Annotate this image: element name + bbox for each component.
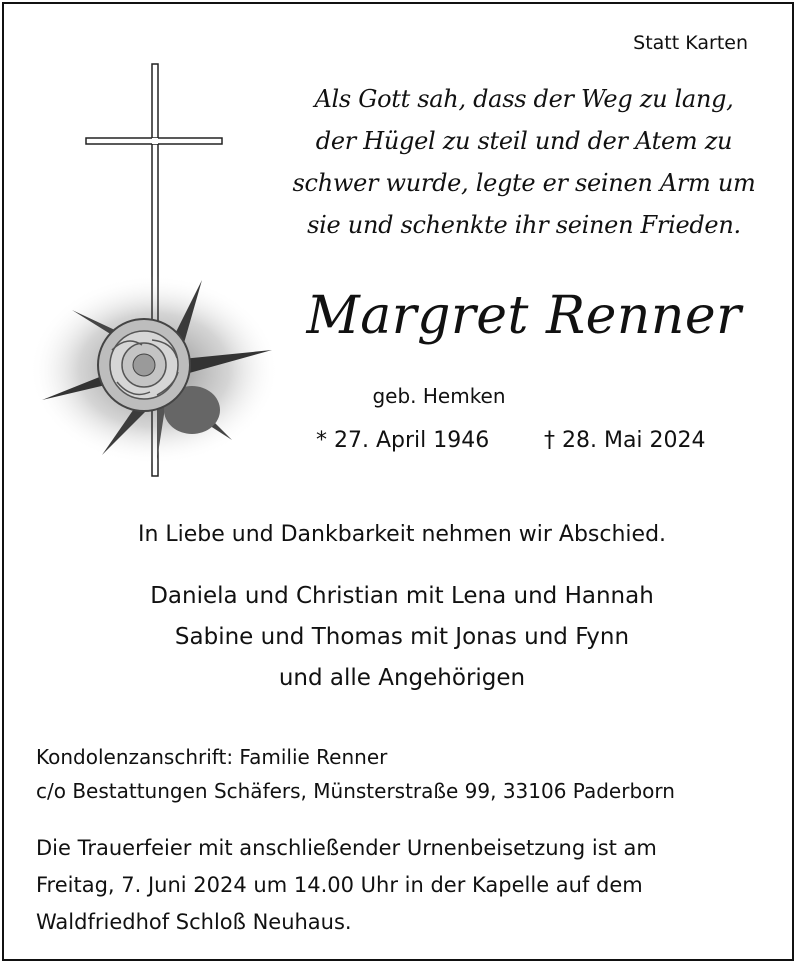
family-line: und alle Angehörigen [278,665,526,691]
statt-karten-note: Statt Karten [633,32,748,54]
family-line: Daniela und Christian mit Lena und Hannah [150,583,654,609]
service-details [36,830,657,941]
poem-line: der Hügel zu steil und der Atem zu [315,127,733,155]
poem-line: Als Gott sah, dass der Weg zu lang, [314,85,734,113]
maiden-name: geb. Hemken [372,384,506,408]
poem-line: sie und schenkte ihr seinen Frieden. [307,211,741,239]
deceased-name: Margret Renner [306,286,742,346]
condolence-address [36,740,675,808]
birth-date: * 27. April 1946 [316,428,490,453]
service-line: Freitag, 7. Juni 2024 um 14.00 Uhr in der Kapelle auf dem [36,873,643,897]
poem-line: schwer wurde, legte er seinen Arm um [292,169,756,197]
address-line: c/o Bestattungen Schäfers, Münsterstraße 99, 33106 Paderborn [36,779,675,803]
peony-flower-icon [32,275,279,465]
farewell-text: In Liebe und Dankbarkeit nehmen wir Abschied. [137,522,667,547]
cross-with-flower-artwork [32,60,282,480]
address-line: Kondolenzanschrift: Familie Renner [36,745,388,769]
poem-verse [289,78,759,246]
family-signatures [4,576,800,699]
service-line: Waldfriedhof Schloß Neuhaus. [36,910,352,934]
service-line: Die Trauerfeier mit anschließender Urnenbeisetzung ist am [36,836,657,860]
obituary-card [2,2,794,961]
death-date: † 28. Mai 2024 [544,428,706,453]
family-line: Sabine und Thomas mit Jonas und Fynn [174,624,630,650]
